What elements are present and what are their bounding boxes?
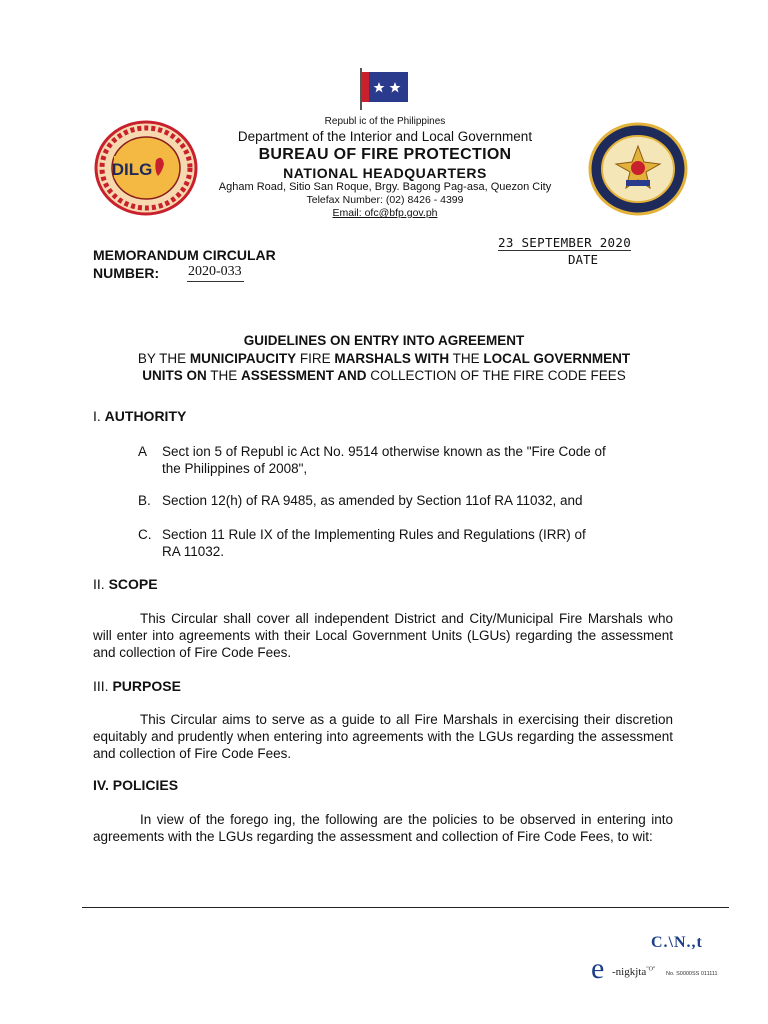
- number-label: NUMBER:: [93, 265, 160, 281]
- section-name: PURPOSE: [112, 678, 181, 694]
- control-number: No. S0000SS 011111: [666, 971, 718, 977]
- title-line-3a: UNITS ON: [142, 368, 207, 383]
- signature-scrawl: [612, 966, 655, 978]
- item-text: Section 11 Rule IX of the Implementing Rules and Regulations (IRR) of: [162, 527, 586, 542]
- section-name: POLICIES: [112, 777, 179, 793]
- title-line-1: GUIDELINES ON ENTRY INTO AGREEMENT: [243, 333, 525, 348]
- policies-paragraph: In view of the forego ing, the following are the policies to be observed in entering into agreements with the LGUs regarding the assessment and collection of Fire Code Fees, to wit:: [93, 812, 673, 844]
- section-name: AUTHORITY: [104, 408, 187, 424]
- headquarters-line: NATIONAL HEADQUARTERS: [283, 165, 487, 181]
- address-line: Agham Road, Sitio San Roque, Brgy. Bagong Pag-asa, Quezon City: [218, 181, 552, 193]
- dilg-seal-text: DILG: [111, 160, 153, 179]
- scrawl-sup: "O": [646, 966, 656, 973]
- signature-initials: C.\N.,t: [651, 934, 703, 951]
- purpose-paragraph: This Circular aims to serve as a guide to all Fire Marshals in exercising their discretion equitably and prudently when entering into agreements with the LGUs regarding the assessment and collection of Fire Code Fees.: [93, 712, 673, 761]
- scope-paragraph: This Circular shall cover all independent District and City/Municipal Fire Marshals who will enter into agreements with their Local Government Units (LGUs) regarding the assessment and collection of Fire Code Fees.: [93, 611, 673, 660]
- section-policies-heading: [93, 777, 178, 793]
- authority-item-a: [138, 443, 668, 477]
- department-line: Department of the Interior and Local Government: [237, 129, 533, 144]
- section-number: III.: [93, 678, 113, 694]
- republic-line: Republ ic of the Philippines: [324, 116, 446, 127]
- section-purpose-heading: [93, 678, 181, 694]
- memo-date: 23 SEPTEMBER 2020: [498, 235, 632, 250]
- item-text-cont: RA 11032.: [162, 544, 225, 559]
- document-title: [80, 332, 688, 385]
- title-line-3b: THE: [206, 368, 241, 383]
- email-link[interactable]: Email: ofc@bfp.gov.ph: [332, 207, 438, 219]
- section-number: IV.: [93, 777, 113, 793]
- item-marker: A: [138, 444, 148, 459]
- item-text: Section 12(h) of RA 9485, as amended by Section 11of RA 11032, and: [162, 493, 583, 508]
- footer-divider: [82, 907, 729, 908]
- item-text: Sect ion 5 of Republ ic Act No. 9514 otherwise known as the "Fire Code of: [162, 444, 606, 459]
- section-number: I.: [93, 408, 105, 424]
- title-line-2c: FIRE: [296, 350, 335, 366]
- telefax-line: Telefax Number: (02) 8426 - 4399: [306, 194, 464, 206]
- scrawl-text: -nigkjta: [612, 966, 647, 978]
- item-marker: C.: [138, 527, 152, 542]
- title-line-2a: BY THE: [137, 350, 190, 366]
- date-label: DATE: [567, 252, 599, 267]
- signature-letter: e: [591, 952, 605, 985]
- title-line-2e: THE: [449, 350, 484, 366]
- title-line-3c: ASSESSMENT AND: [240, 368, 367, 383]
- bureau-name: BUREAU OF FIRE PROTECTION: [258, 146, 512, 163]
- section-authority-heading: [93, 408, 186, 424]
- flag-icon: [357, 68, 409, 110]
- item-marker: B.: [138, 493, 151, 508]
- title-line-2f: LOCAL GOVERNMENT: [483, 350, 631, 366]
- section-number: II.: [93, 576, 109, 592]
- item-text-cont: the Philippines of 2008",: [162, 461, 308, 476]
- title-line-2b: MUNICIPAUCITY: [189, 350, 297, 366]
- authority-item-b: [138, 492, 668, 509]
- circular-number: 2020-033: [187, 264, 244, 282]
- authority-item-c: [138, 526, 668, 560]
- section-name: SCOPE: [108, 576, 158, 592]
- memo-label: MEMORANDUM CIRCULAR: [93, 247, 276, 263]
- bfp-seal-icon: [588, 122, 688, 216]
- title-line-3d: COLLECTION OF THE FIRE CODE FEES: [366, 368, 626, 383]
- section-scope-heading: [93, 576, 158, 592]
- title-line-2d: MARSHALS WITH: [334, 350, 450, 366]
